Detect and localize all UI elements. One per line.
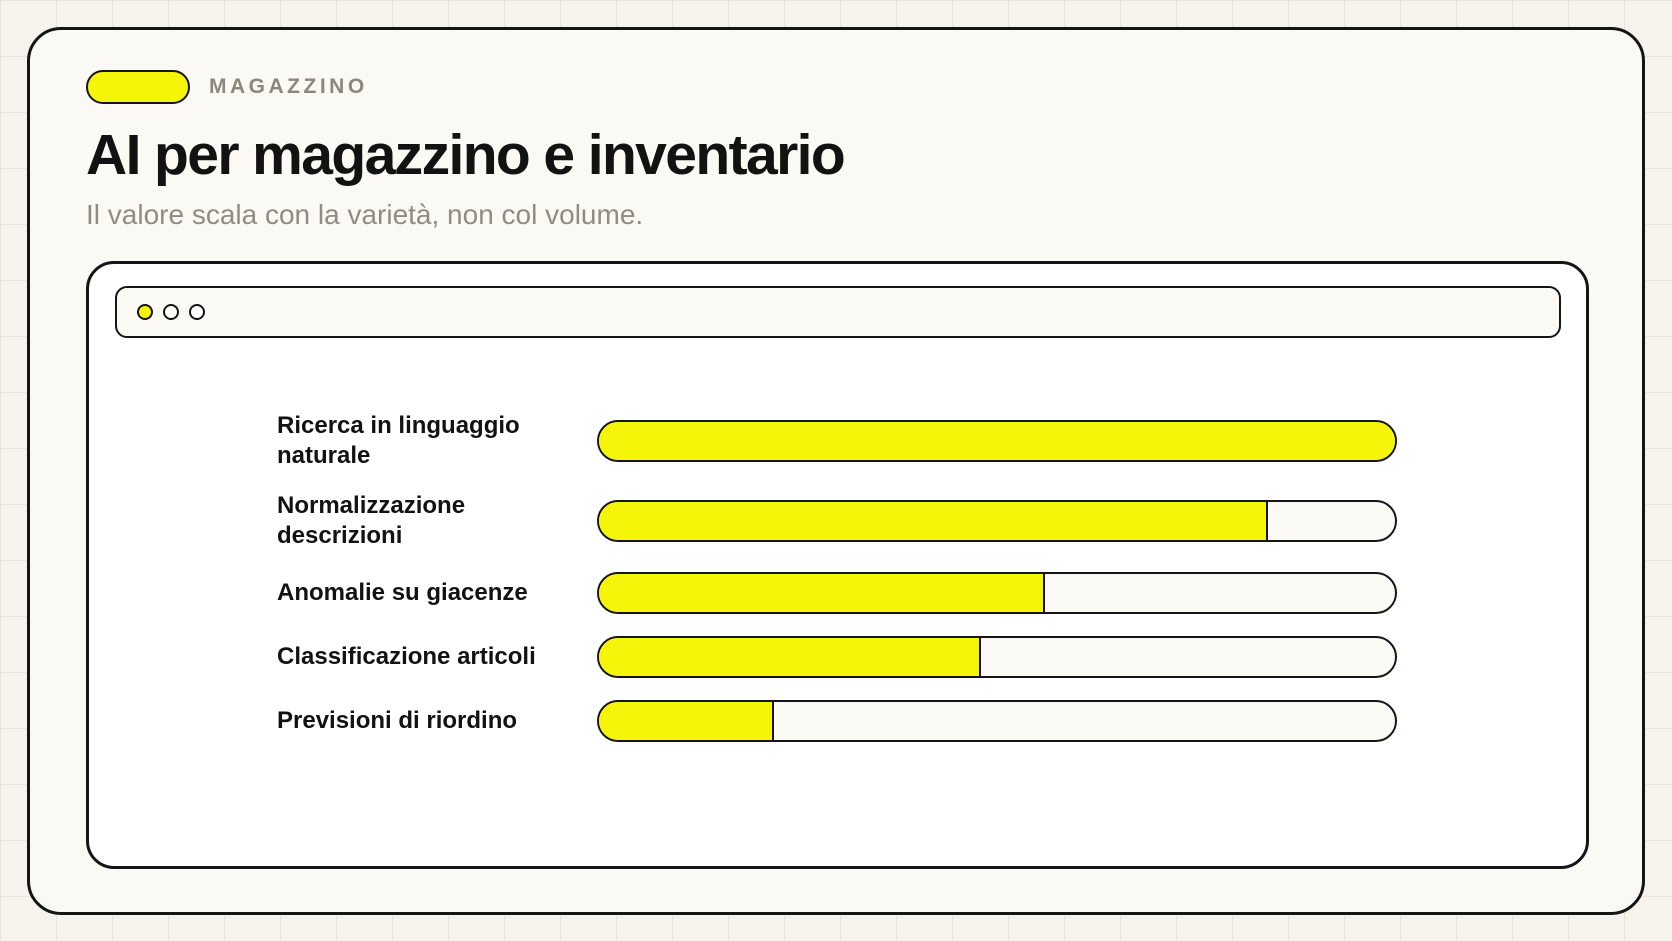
- kicker-label: MAGAZZINO: [209, 75, 368, 98]
- bar-track: [597, 420, 1397, 462]
- window-dot-yellow-icon[interactable]: [137, 304, 153, 320]
- bar-fill: [599, 702, 774, 740]
- window-titlebar: [115, 286, 1561, 338]
- window-dot-icon[interactable]: [163, 304, 179, 320]
- window-dot-icon[interactable]: [189, 304, 205, 320]
- bar-label: Classificazione articoli: [277, 643, 536, 670]
- bar-label: Normalizzazione descrizioni: [277, 492, 466, 549]
- chart-window: [86, 261, 1589, 869]
- slide-card: [27, 27, 1645, 915]
- bar-fill: [599, 422, 1395, 460]
- kicker-row: [86, 70, 844, 104]
- bar-label: Anomalie su giacenze: [277, 579, 528, 606]
- bar-track: [597, 572, 1397, 614]
- bar-track: [597, 500, 1397, 542]
- bar-fill: [599, 574, 1045, 612]
- bar-track: [597, 636, 1397, 678]
- accent-pill: [86, 70, 190, 104]
- page-subtitle: Il valore scala con la varietà, non col volume.: [86, 198, 644, 230]
- bar-label: Previsioni di riordino: [277, 707, 518, 734]
- bar-label: Ricerca in linguaggio naturale: [277, 412, 520, 469]
- bar-fill: [599, 502, 1268, 540]
- bar-fill: [599, 638, 981, 676]
- bar-track: [597, 700, 1397, 742]
- header: [86, 70, 844, 231]
- page-title: AI per magazzino e inventario: [86, 123, 845, 187]
